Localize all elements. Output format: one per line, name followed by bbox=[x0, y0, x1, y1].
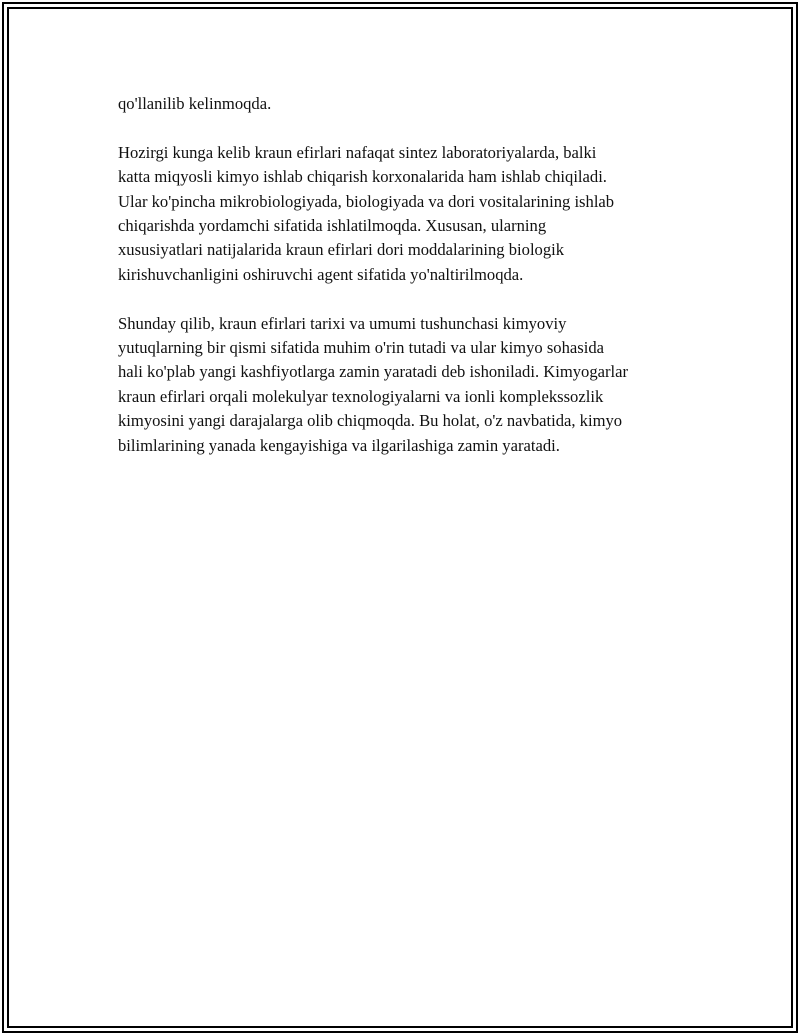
text-line: Shunday qilib, kraun efirlari tarixi va umumi tushunchasi kimyoviy bbox=[118, 313, 567, 333]
text-line: qo'llanilib kelinmoqda. bbox=[118, 94, 272, 113]
text-line: yutuqlarning bir qismi sifatida muhim o'rin tutadi va ular kimyo sohasida bbox=[118, 338, 604, 358]
text-line: Hozirgi kunga kelib kraun efirlari nafaqat sintez laboratoriyalarda, balki bbox=[118, 142, 597, 162]
text-line: kirishuvchanligini oshiruvchi agent sifatida yo'naltirilmoqda. bbox=[118, 264, 524, 284]
text-line: Ular ko'pincha mikrobiologiyada, biologiyada va dori vositalarining ishlab bbox=[118, 191, 615, 211]
text-line: bilimlarining yanada kengayishiga va ilgarilashiga zamin yaratadi. bbox=[118, 435, 560, 455]
text-line: kraun efirlari orqali molekulyar texnologiyalarni va ionli komplekssozlik bbox=[118, 386, 604, 406]
text-line: hali ko'plab yangi kashfiyotlarga zamin yaratadi deb ishoniladi. Kimyogarlar bbox=[118, 362, 629, 382]
text-line: kimyosini yangi darajalarga olib chiqmoqda. Bu holat, o'z navbatida, kimyo bbox=[118, 411, 623, 431]
text-line: chiqarishda yordamchi sifatida ishlatilmoqda. Xususan, ularning bbox=[118, 216, 547, 236]
document-body bbox=[118, 92, 693, 482]
paragraph-2 bbox=[118, 141, 693, 287]
paragraph-3 bbox=[118, 312, 693, 458]
paragraph-1 bbox=[118, 92, 693, 116]
text-line: xususiyatlari natijalarida kraun efirlari dori moddalarining biologik bbox=[118, 240, 565, 260]
text-line: katta miqyosli kimyo ishlab chiqarish korxonalarida ham ishlab chiqiladi. bbox=[118, 167, 607, 187]
